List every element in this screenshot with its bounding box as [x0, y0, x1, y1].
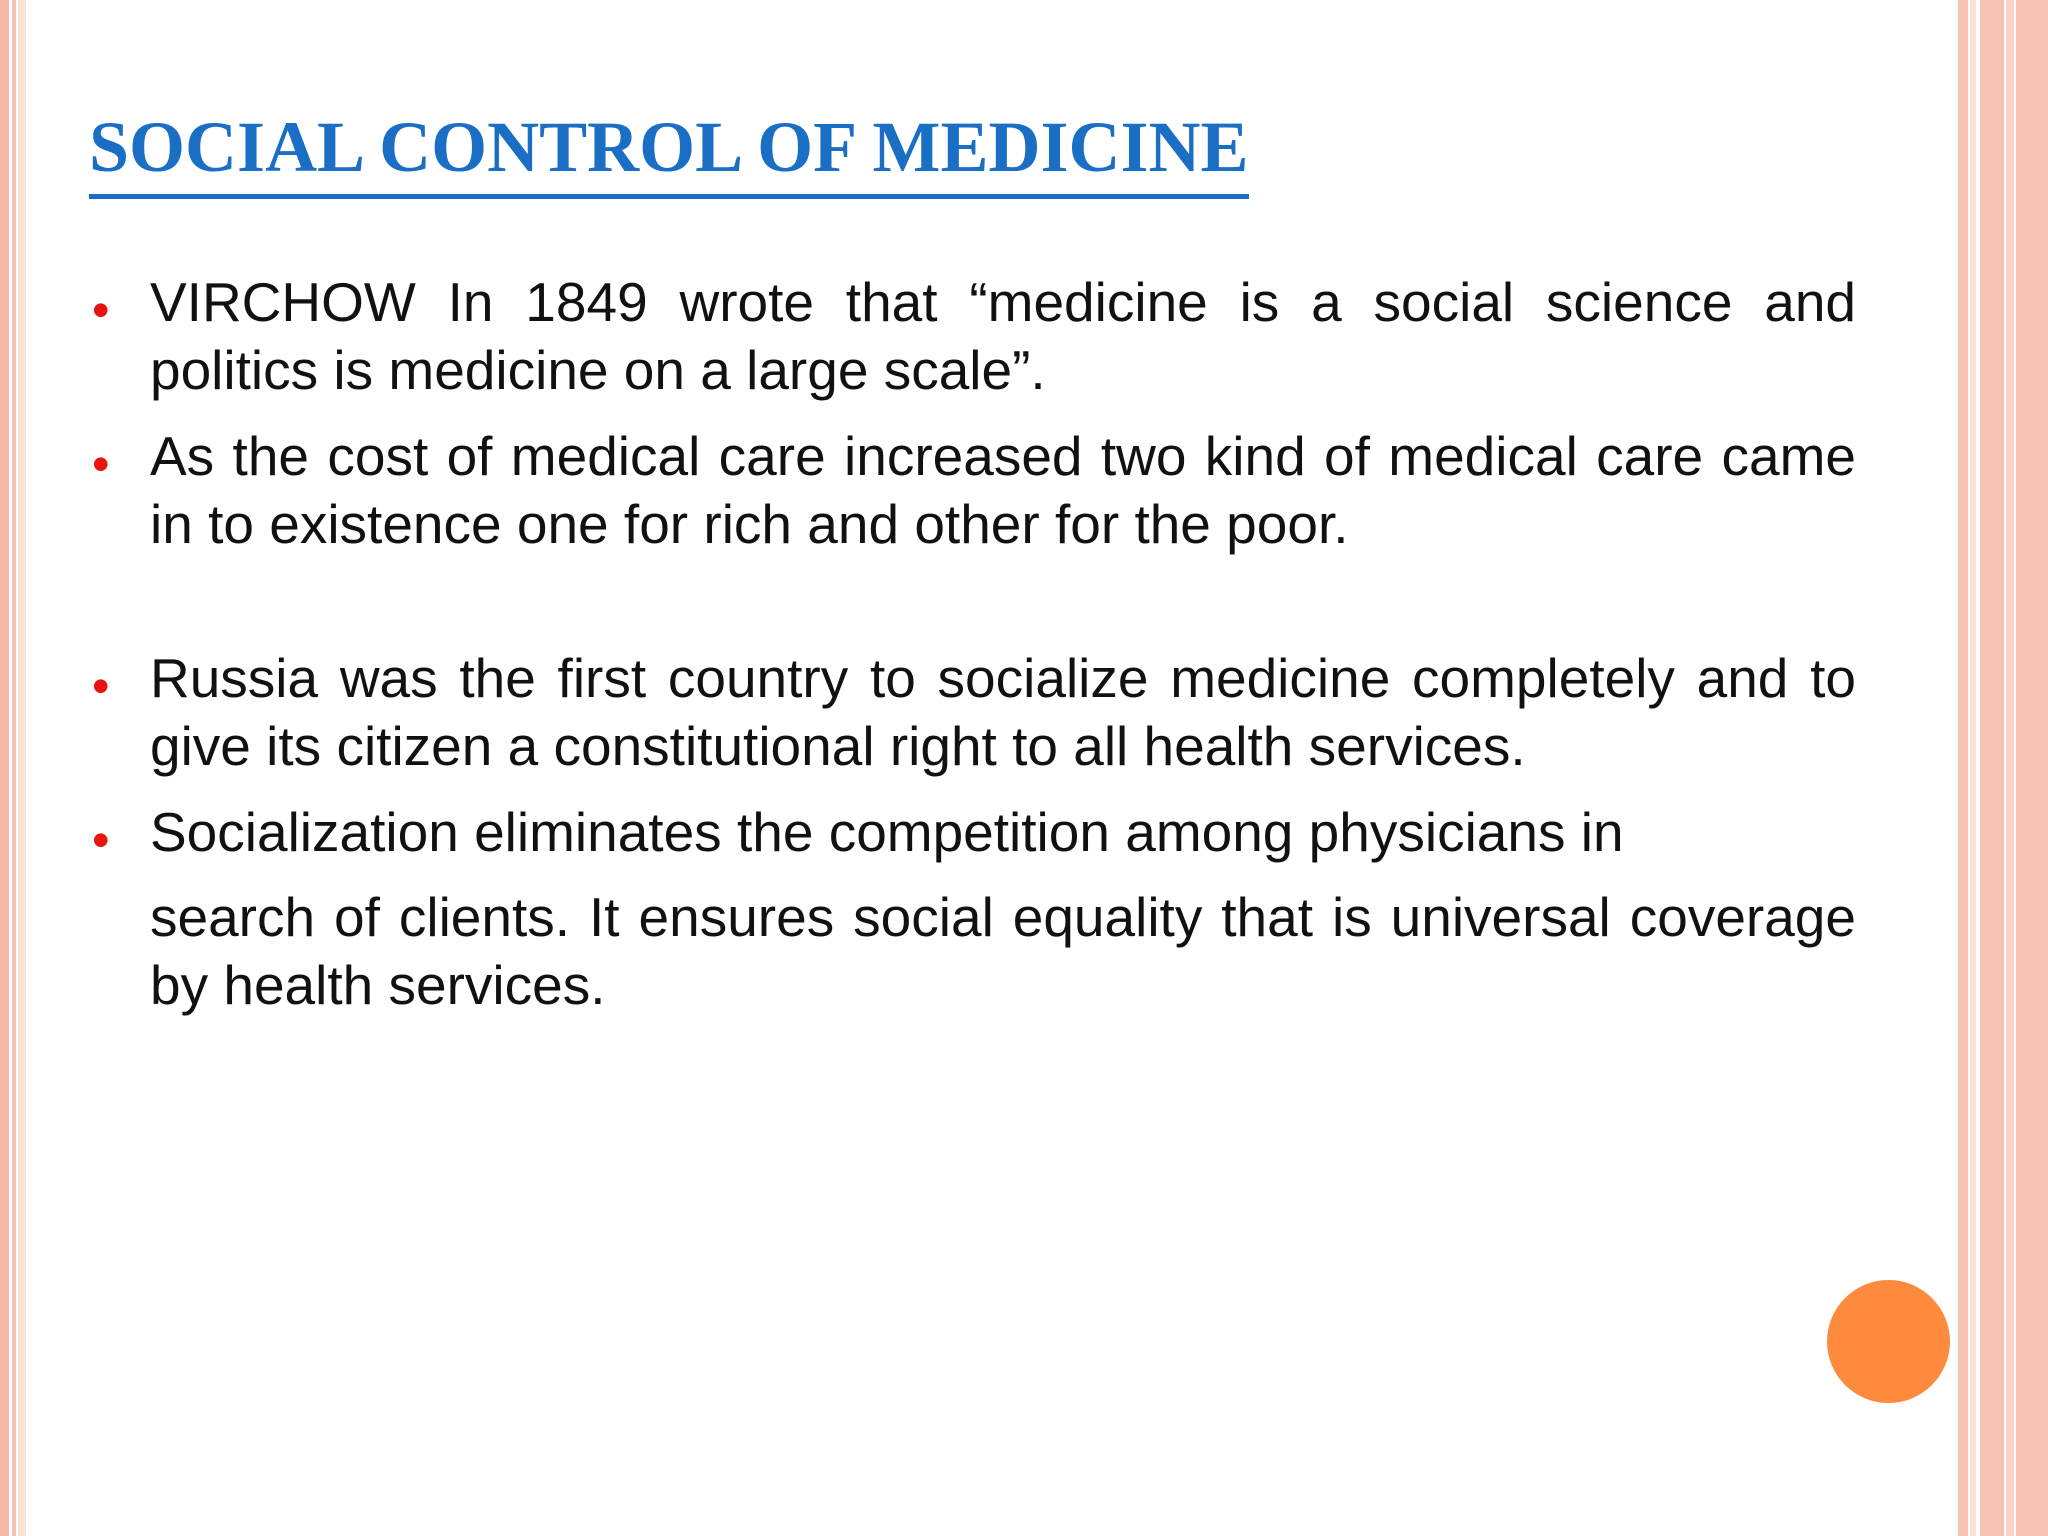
right-border-stripe	[1958, 0, 1968, 1536]
bullet-item	[92, 644, 1856, 780]
bullet-continuation-text: search of clients. It ensures social equality that is universal coverage by health services.	[150, 886, 1856, 1016]
left-border-stripe	[0, 0, 9, 1536]
bullet-text: Socialization eliminates the competition among physicians in	[150, 801, 1624, 863]
bullet-dot-icon: •	[92, 282, 110, 338]
bullet-text: VIRCHOW In 1849 wrote that “medicine is a social science and politics is medicine on a large scale”.	[150, 271, 1856, 401]
bullet-text: Russia was the first country to socialize medicine completely and to give its citizen a constitutional right to all health services.	[150, 647, 1856, 777]
bullet-item	[92, 268, 1856, 404]
left-border-stripe	[12, 0, 16, 1536]
right-border-stripe	[2006, 0, 2014, 1536]
right-border-stripe	[2016, 0, 2048, 1536]
bullet-item	[92, 798, 1856, 1019]
right-border-stripe	[1980, 0, 2004, 1536]
slide-title: SOCIAL CONTROL OF MEDICINE	[89, 102, 1249, 199]
bullet-list	[92, 268, 1856, 1037]
bullet-dot-icon: •	[92, 658, 110, 714]
right-border-stripe	[1970, 0, 1976, 1536]
bullet-dot-icon: •	[92, 812, 110, 868]
bullet-dot-icon: •	[92, 436, 110, 492]
left-border-stripe	[18, 0, 26, 1536]
bullet-text: As the cost of medical care increased two kind of medical care came in to existence one for rich and other for the poor.	[150, 425, 1856, 555]
orange-circle-decoration	[1827, 1280, 1950, 1403]
bullet-item	[92, 422, 1856, 558]
